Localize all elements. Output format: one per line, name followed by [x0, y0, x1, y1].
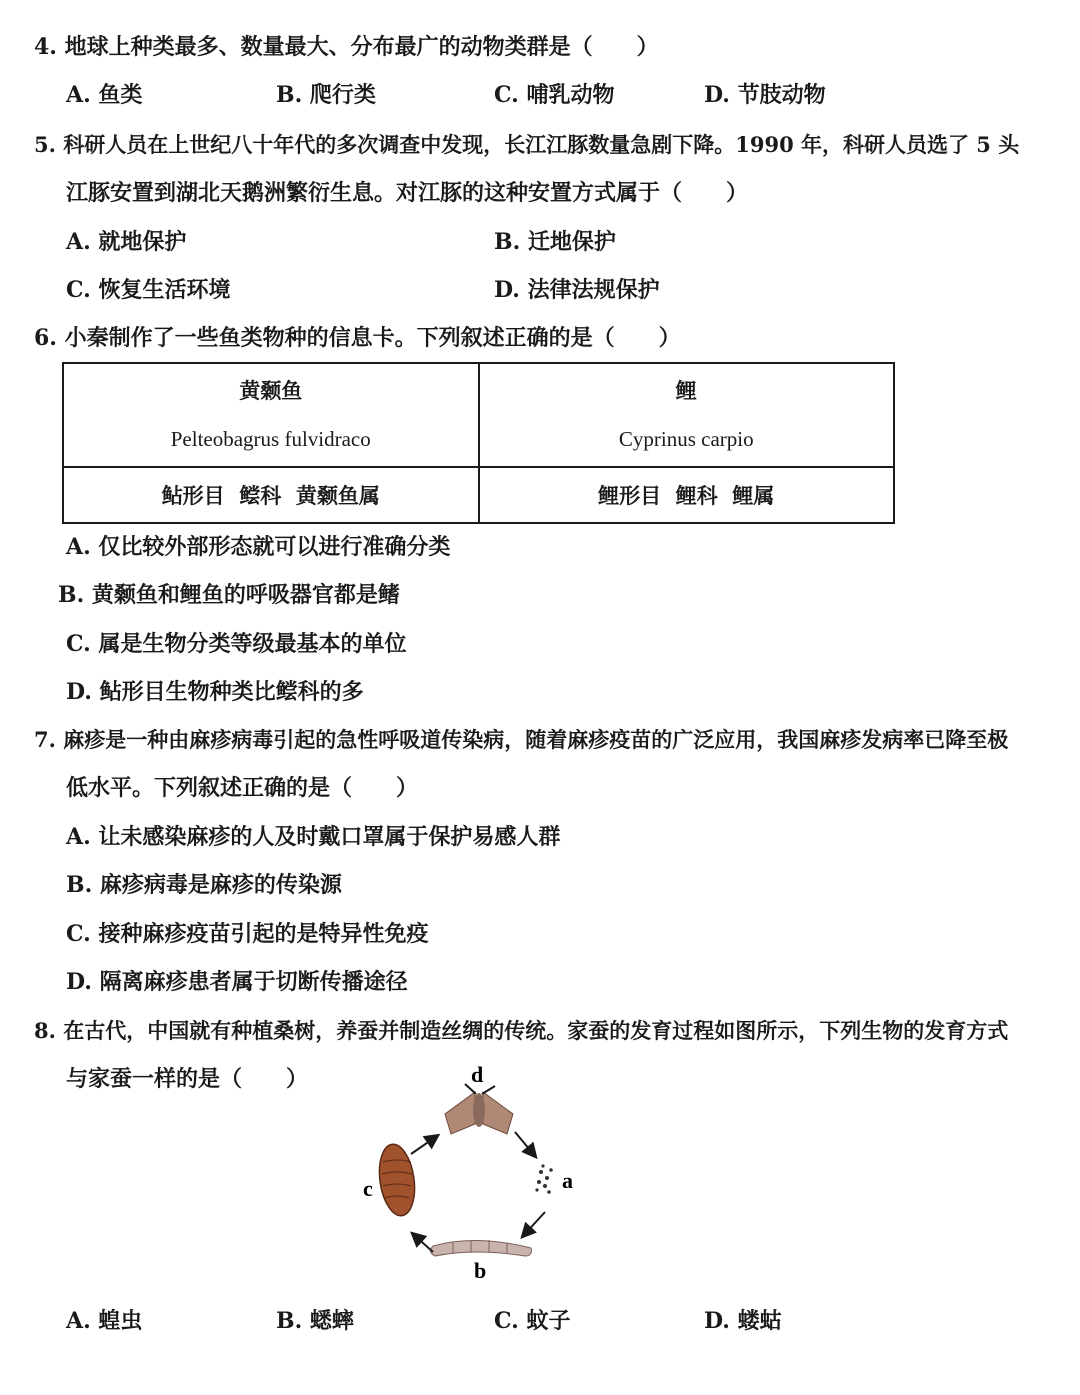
- silkworm-life-cycle-diagram: [355, 1062, 595, 1287]
- q5-option-c[interactable]: C. 恢复生活环境: [66, 277, 231, 303]
- question-8-stem-line1: 8. 在古代，中国就有种植桑树，养蚕并制造丝绸的传统。家蚕的发育过程如图所示，下列生物的发育方式: [34, 1018, 1009, 1043]
- stage-label-d: d: [471, 1062, 484, 1087]
- q6-option-c[interactable]: C. 属是生物分类等级最基本的单位: [66, 631, 407, 657]
- card-1-name: 黄颡鱼: [239, 378, 303, 403]
- q7-option-a[interactable]: A. 让未感染麻疹的人及时戴口罩属于保护易感人群: [66, 824, 561, 850]
- stage-label-b: b: [474, 1258, 487, 1283]
- q7-option-d[interactable]: D. 隔离麻疹患者属于切断传播途径: [66, 969, 408, 995]
- q4-option-b[interactable]: B. 爬行类: [276, 82, 376, 108]
- question-8-stem-line2: 与家蚕一样的是（ ）: [66, 1066, 309, 1092]
- card-1-taxonomy: 鲇形目 鲿科 黄颡鱼属: [63, 467, 479, 523]
- question-4-stem: 4. 地球上种类最多、数量最大、分布最广的动物类群是（ ）: [34, 34, 659, 60]
- q4-option-a[interactable]: A. 鱼类: [66, 82, 143, 108]
- q7-option-c[interactable]: C. 接种麻疹疫苗引起的是特异性免疫: [66, 921, 429, 947]
- card-1-header: [63, 363, 479, 467]
- fish-info-cards-table: [62, 362, 895, 524]
- q4-option-c[interactable]: C. 哺乳动物: [494, 82, 615, 108]
- arrow-d-to-a: [515, 1132, 535, 1156]
- card-2-name: 鲤: [675, 378, 697, 403]
- question-7-stem-line1: 7. 麻疹是一种由麻疹病毒引起的急性呼吸道传染病，随着麻疹疫苗的广泛应用，我国麻疹发病率已降至极: [34, 727, 1009, 752]
- q4-option-d[interactable]: D. 节肢动物: [704, 82, 826, 108]
- stage-label-a: a: [562, 1168, 573, 1193]
- larva-illustration: [430, 1240, 531, 1256]
- q5-option-d[interactable]: D. 法律法规保护: [494, 277, 660, 303]
- card-2-scientific-name: Cyprinus carpio: [618, 427, 754, 451]
- card-2-header: [479, 363, 895, 467]
- q8-option-d[interactable]: D. 蝼蛄: [704, 1308, 782, 1334]
- q5-option-a[interactable]: A. 就地保护: [66, 229, 187, 255]
- adult-moth-illustration: [445, 1084, 513, 1134]
- question-5-stem-line2: 江豚安置到湖北天鹅洲繁衍生息。对江豚的这种安置方式属于（ ）: [66, 180, 749, 206]
- q6-option-d[interactable]: D. 鲇形目生物种类比鲿科的多: [66, 679, 364, 705]
- arrow-b-to-c: [413, 1234, 433, 1252]
- stage-label-c: c: [363, 1176, 373, 1201]
- card-1-scientific-name: Pelteobagrus fulvidraco: [170, 427, 371, 451]
- q8-option-c[interactable]: C. 蚊子: [494, 1308, 571, 1334]
- card-2-taxonomy: 鲤形目 鲤科 鲤属: [479, 467, 895, 523]
- question-6-stem: 6. 小秦制作了一些鱼类物种的信息卡。下列叙述正确的是（ ）: [34, 325, 681, 351]
- q6-option-b[interactable]: B. 黄颡鱼和鲤鱼的呼吸器官都是鳍: [58, 582, 400, 608]
- arrow-a-to-b: [523, 1212, 545, 1236]
- eggs-illustration: [535, 1164, 552, 1193]
- q8-option-b[interactable]: B. 蟋蟀: [276, 1308, 354, 1334]
- q5-option-b[interactable]: B. 迁地保护: [494, 229, 616, 255]
- q8-option-a[interactable]: A. 蝗虫: [66, 1308, 143, 1334]
- question-7-stem-line2: 低水平。下列叙述正确的是（ ）: [66, 775, 419, 801]
- q7-option-b[interactable]: B. 麻疹病毒是麻疹的传染源: [66, 872, 342, 898]
- question-5-stem-line1: 5. 科研人员在上世纪八十年代的多次调查中发现，长江江豚数量急剧下降。1990 年，科研人员选了 5 头: [34, 132, 1020, 157]
- q6-option-a[interactable]: A. 仅比较外部形态就可以进行准确分类: [66, 534, 451, 560]
- arrow-c-to-d: [411, 1136, 437, 1154]
